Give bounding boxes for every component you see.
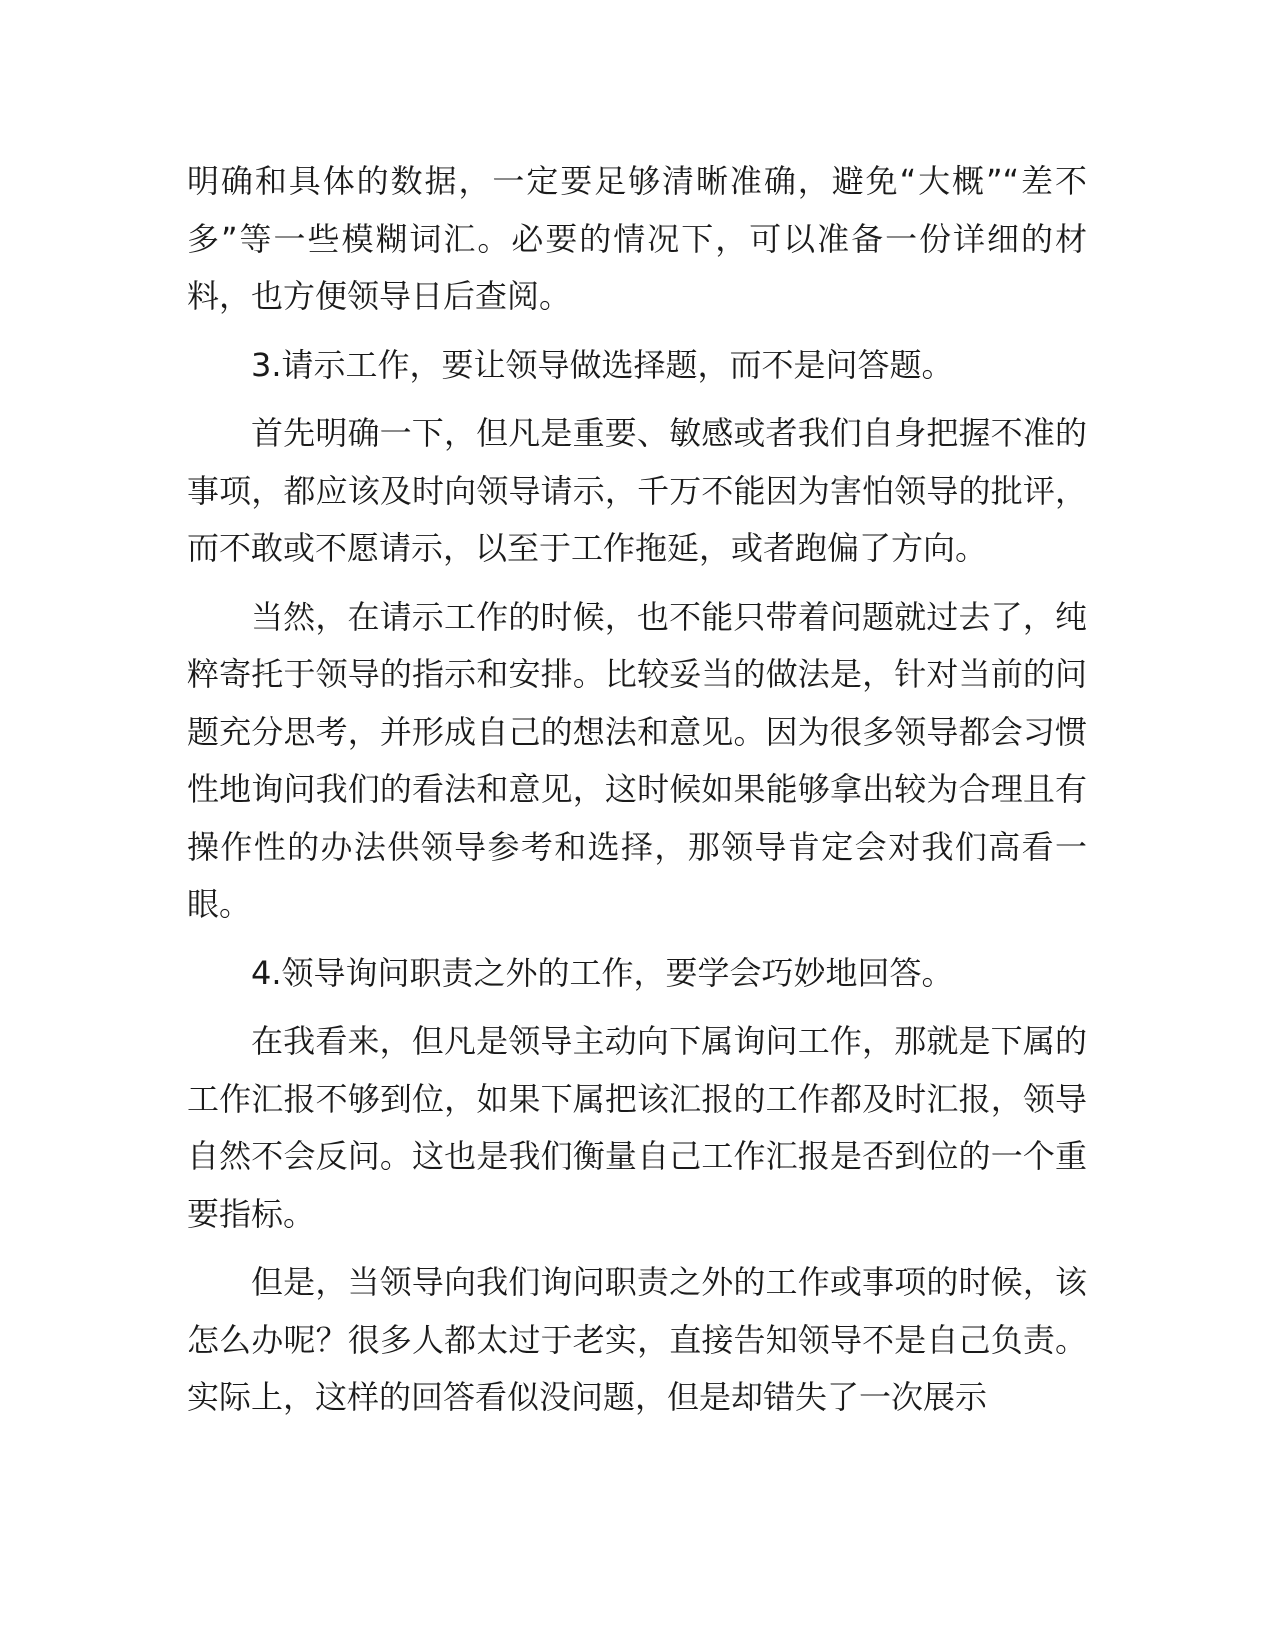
paragraph: 首先明确一下，但凡是重要、敏感或者我们自身把握不准的事项，都应该及时向领导请示，千万不能因为害怕领导的批评，而不敢或不愿请示，以至于工作拖延，或者跑偏了方向。	[187, 414, 1087, 567]
section-heading-3: 3.请示工作，要让领导做选择题，而不是问答题。	[251, 345, 954, 384]
paragraph: 但是，当领导向我们询问职责之外的工作或事项的时候，该怎么办呢？很多人都太过于老实，直接告知领导不是自己负责。实际上，这样的回答看似没问题，但是却错失了一次展示	[187, 1263, 1087, 1416]
paragraph: 当然，在请示工作的时候，也不能只带着问题就过去了，纯粹寄托于领导的指示和安排。比较妥当的做法是，针对当前的问题充分思考，并形成自己的想法和意见。因为很多领导都会习惯性地询问我们的看法和意见，这时候如果能够拿出较为合理且有操作性的办法供领导参考和选择，那领导肯定会对我们高看一眼。	[187, 597, 1087, 923]
document-body	[187, 153, 1087, 1438]
section-heading-4: 4.领导询问职责之外的工作，要学会巧妙地回答。	[251, 953, 954, 992]
paragraph-continuation: 明确和具体的数据，一定要足够清晰准确，避免“大概”“差不多”等一些模糊词汇。必要的情况下，可以准备一份详细的材料，也方便领导日后查阅。	[187, 162, 1087, 315]
paragraph: 在我看来，但凡是领导主动向下属询问工作，那就是下属的工作汇报不够到位，如果下属把该汇报的工作都及时汇报，领导自然不会反问。这也是我们衡量自己工作汇报是否到位的一个重要指标。	[187, 1022, 1087, 1233]
